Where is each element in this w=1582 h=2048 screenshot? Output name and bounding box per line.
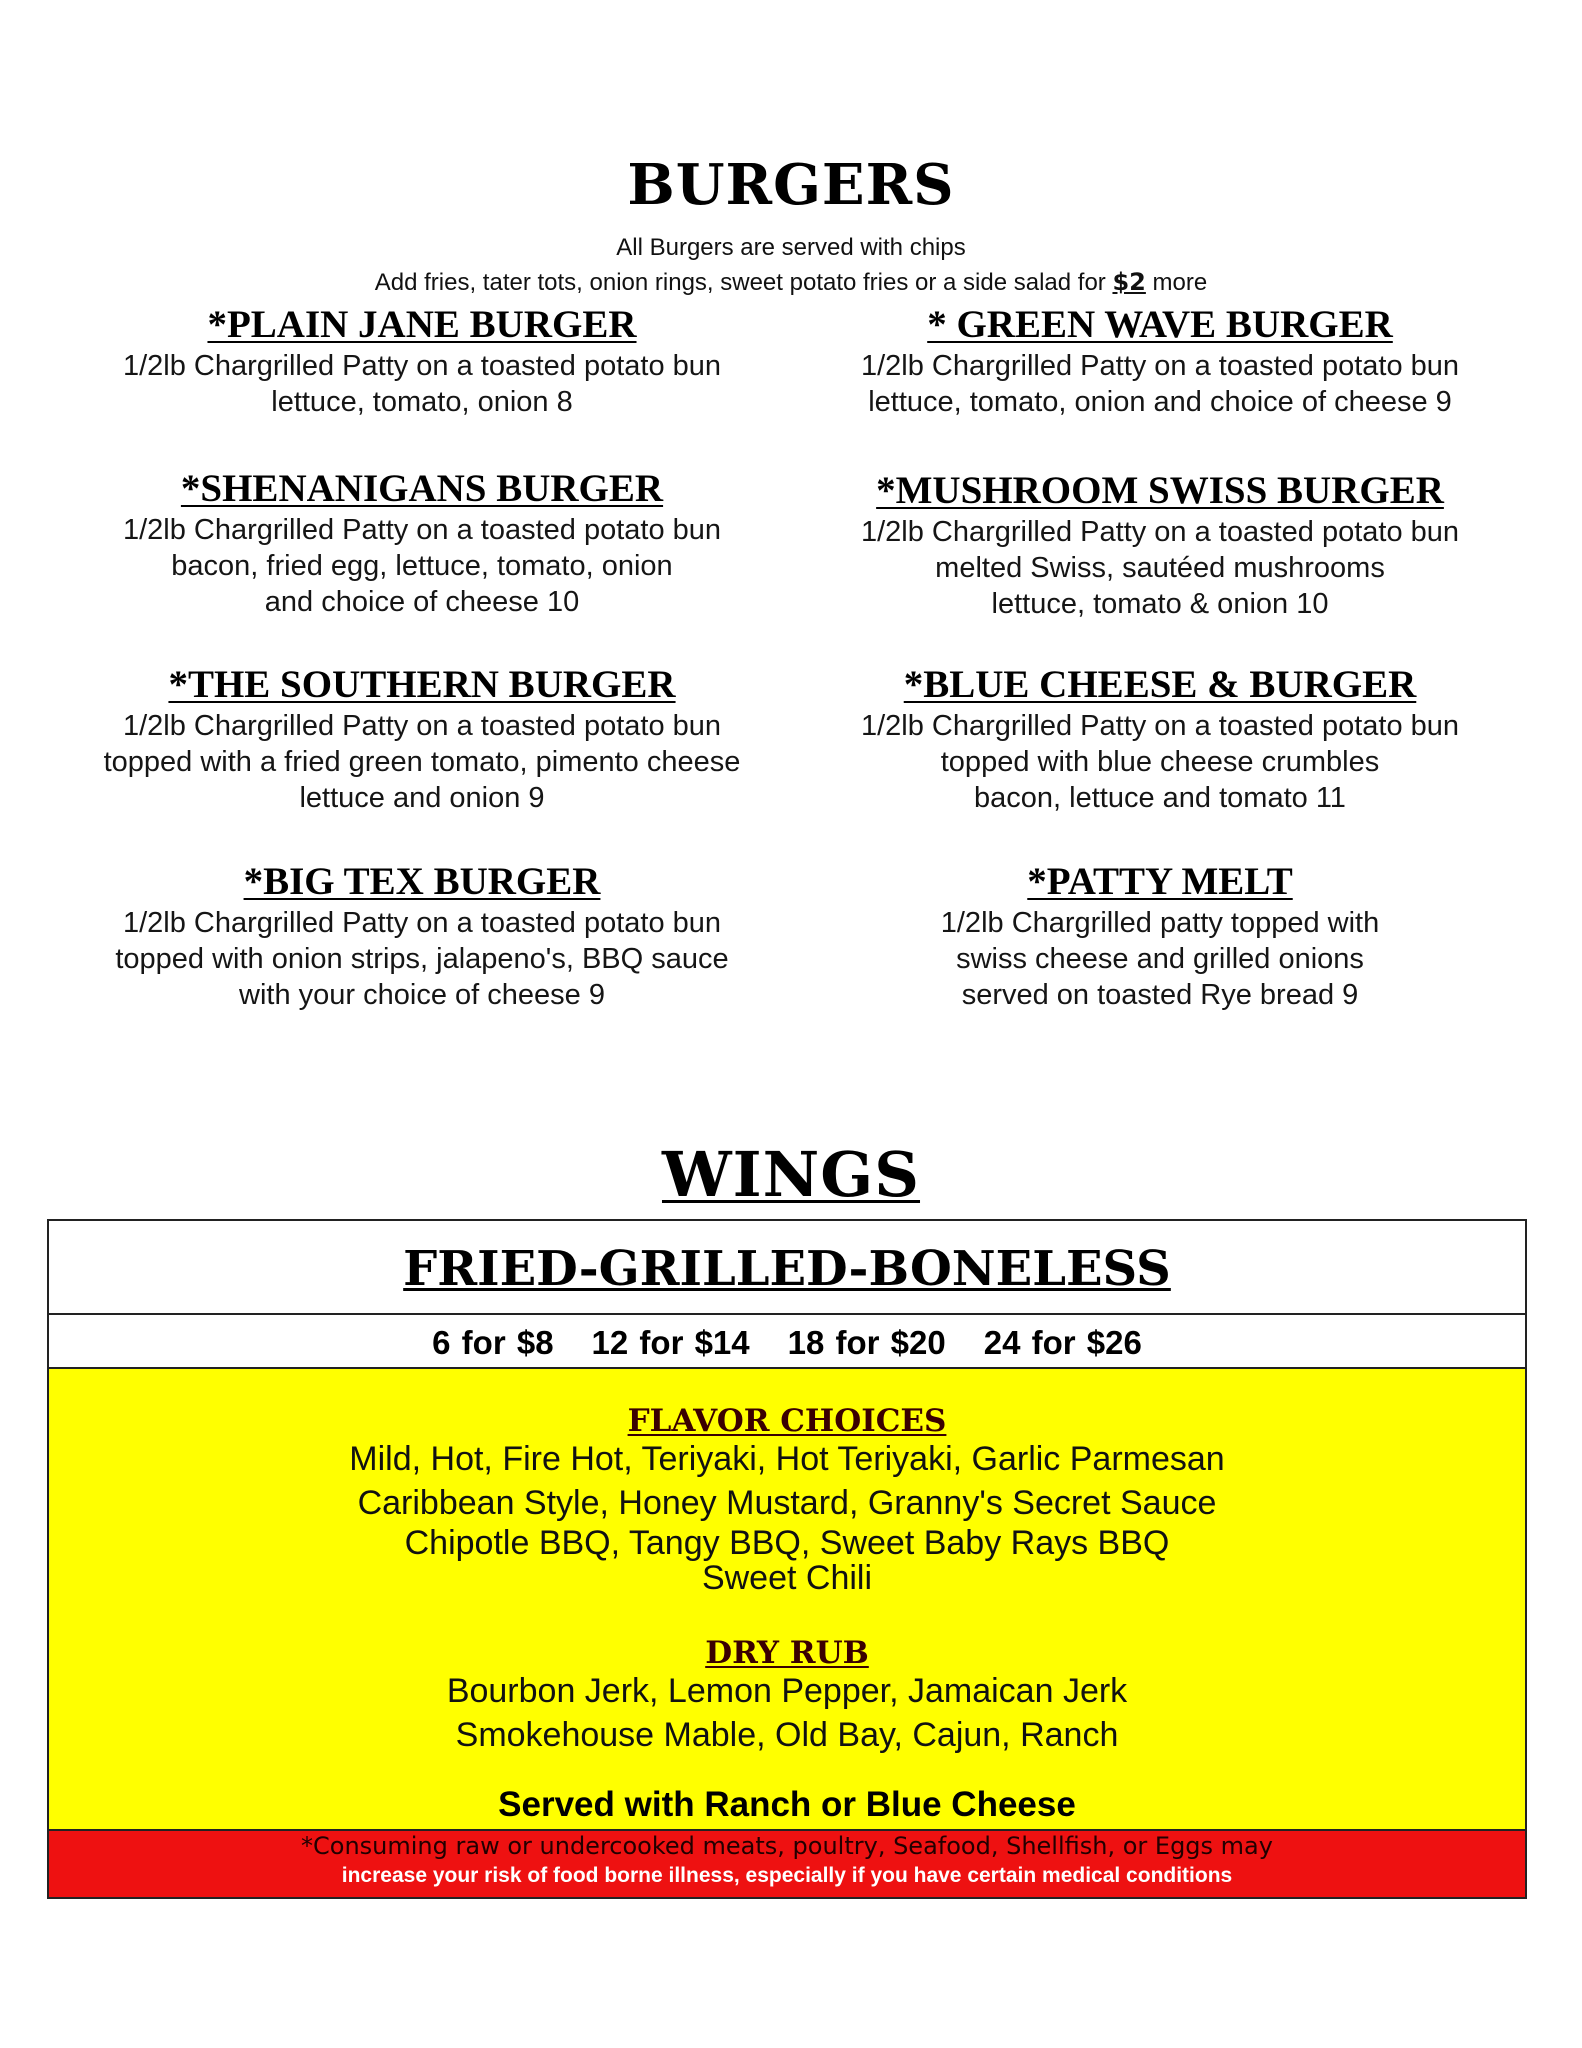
burger-description-line: bacon, lettuce and tomato 11 xyxy=(974,782,1346,814)
dry-rub-line: Smokehouse Mable, Old Bay, Cajun, Ranch xyxy=(455,1716,1119,1754)
burger-name: *PLAIN JANE BURGER xyxy=(207,303,637,346)
wing-price: 12 for $14 xyxy=(591,1324,750,1361)
warning-line: increase your risk of food borne illness, especially if you have certain medical conditions xyxy=(341,1864,1233,1887)
burger-description-line: lettuce, tomato, onion 8 xyxy=(271,386,573,418)
burger-name: *SHENANIGANS BURGER xyxy=(180,467,664,510)
wing-price: 24 for $26 xyxy=(983,1324,1142,1361)
dry-rub-line: Bourbon Jerk, Lemon Pepper, Jamaican Jerk xyxy=(446,1672,1128,1710)
burger-description-line: 1/2lb Chargrilled Patty on a toasted potato bun xyxy=(860,516,1460,548)
burger-item-southern xyxy=(52,662,792,816)
burger-name: * GREEN WAVE BURGER xyxy=(927,303,1393,346)
flavor-panel xyxy=(49,1369,1525,1829)
burger-name: *MUSHROOM SWISS BURGER xyxy=(876,469,1444,512)
intro-sides-text: Add fries, tater tots, onion rings, sweet potato fries or a side salad for xyxy=(374,269,1113,296)
burger-item-big-tex xyxy=(52,859,792,1013)
burger-description-line: 1/2lb Chargrilled Patty on a toasted potato bun xyxy=(122,514,722,546)
burger-description-line: 1/2lb Chargrilled Patty on a toasted potato bun xyxy=(122,907,722,939)
burger-description-line: lettuce and onion 9 xyxy=(299,782,545,814)
burger-name: *BIG TEX BURGER xyxy=(243,860,601,903)
burger-name: *BLUE CHEESE & BURGER xyxy=(903,663,1417,706)
burger-name: *THE SOUTHERN BURGER xyxy=(168,663,676,706)
burger-description-line: swiss cheese and grilled onions xyxy=(956,943,1364,975)
flavor-line: Sweet Chili xyxy=(701,1559,873,1597)
burger-name: *PATTY MELT xyxy=(1027,860,1293,903)
warning-line: *Consuming raw or undercooked meats, poultry, Seafood, Shellfish, or Eggs may xyxy=(301,1832,1273,1860)
flavor-line: Mild, Hot, Fire Hot, Teriyaki, Hot Teriyaki, Garlic Parmesan xyxy=(349,1440,1225,1478)
wing-price: 6 for $8 xyxy=(432,1324,554,1361)
flavor-line: Caribbean Style, Honey Mustard, Granny's Secret Sauce xyxy=(357,1484,1217,1522)
burger-item-mushroom-swiss xyxy=(790,468,1530,622)
burger-description-line: 1/2lb Chargrilled Patty on a toasted potato bun xyxy=(122,350,722,382)
burger-description-line: 1/2lb Chargrilled Patty on a toasted potato bun xyxy=(860,710,1460,742)
burger-description-line: topped with blue cheese crumbles xyxy=(940,746,1380,778)
burger-description-line: topped with a fried green tomato, pimento cheese xyxy=(103,746,741,778)
burger-item-blue-cheese xyxy=(790,662,1530,816)
burger-item-green-wave xyxy=(790,302,1530,420)
burger-description-line: with your choice of cheese 9 xyxy=(239,979,605,1011)
burger-description-line: melted Swiss, sautéed mushrooms xyxy=(935,552,1385,584)
burger-item-plain-jane xyxy=(52,302,792,420)
wings-title: WINGS xyxy=(661,1138,921,1211)
burger-description-line: and choice of cheese 10 xyxy=(264,586,580,618)
intro-sides-more: more xyxy=(1145,269,1208,296)
flavor-choices-heading: FLAVOR CHOICES xyxy=(627,1403,947,1439)
burgers-title: BURGERS xyxy=(627,152,955,218)
burger-description-line: topped with onion strips, jalapeno's, BBQ sauce xyxy=(115,943,729,975)
burger-description-line: 1/2lb Chargrilled Patty on a toasted potato bun xyxy=(860,350,1460,382)
wing-prices xyxy=(49,1315,1525,1369)
burger-item-shenanigans xyxy=(52,466,792,620)
served-with-text: Served with Ranch or Blue Cheese xyxy=(498,1785,1076,1824)
flavor-list xyxy=(49,1437,1525,1595)
burger-description-line: served on toasted Rye bread 9 xyxy=(961,979,1359,1011)
wing-styles: FRIED-GRILLED-BONELESS xyxy=(49,1221,1525,1315)
burgers-intro-chips: All Burgers are served with chips xyxy=(616,234,966,261)
dry-rub-heading: DRY RUB xyxy=(705,1635,869,1671)
wing-price: 18 for $20 xyxy=(787,1324,946,1361)
dry-rub-list xyxy=(49,1669,1525,1757)
burgers-intro-sides xyxy=(0,268,1582,297)
burger-description-line: lettuce, tomato & onion 10 xyxy=(991,588,1329,620)
burger-description-line: 1/2lb Chargrilled patty topped with xyxy=(940,907,1380,939)
burger-description-line: lettuce, tomato, onion and choice of cheese 9 xyxy=(868,386,1452,418)
burger-item-patty-melt xyxy=(790,859,1530,1013)
wings-box xyxy=(47,1219,1527,1899)
flavor-line: Chipotle BBQ, Tangy BBQ, Sweet Baby Rays BBQ xyxy=(404,1524,1170,1562)
burger-description-line: bacon, fried egg, lettuce, tomato, onion xyxy=(171,550,673,582)
burger-description-line: 1/2lb Chargrilled Patty on a toasted potato bun xyxy=(122,710,722,742)
food-safety-warning xyxy=(49,1829,1525,1897)
intro-sides-price: $2 xyxy=(1112,268,1146,296)
